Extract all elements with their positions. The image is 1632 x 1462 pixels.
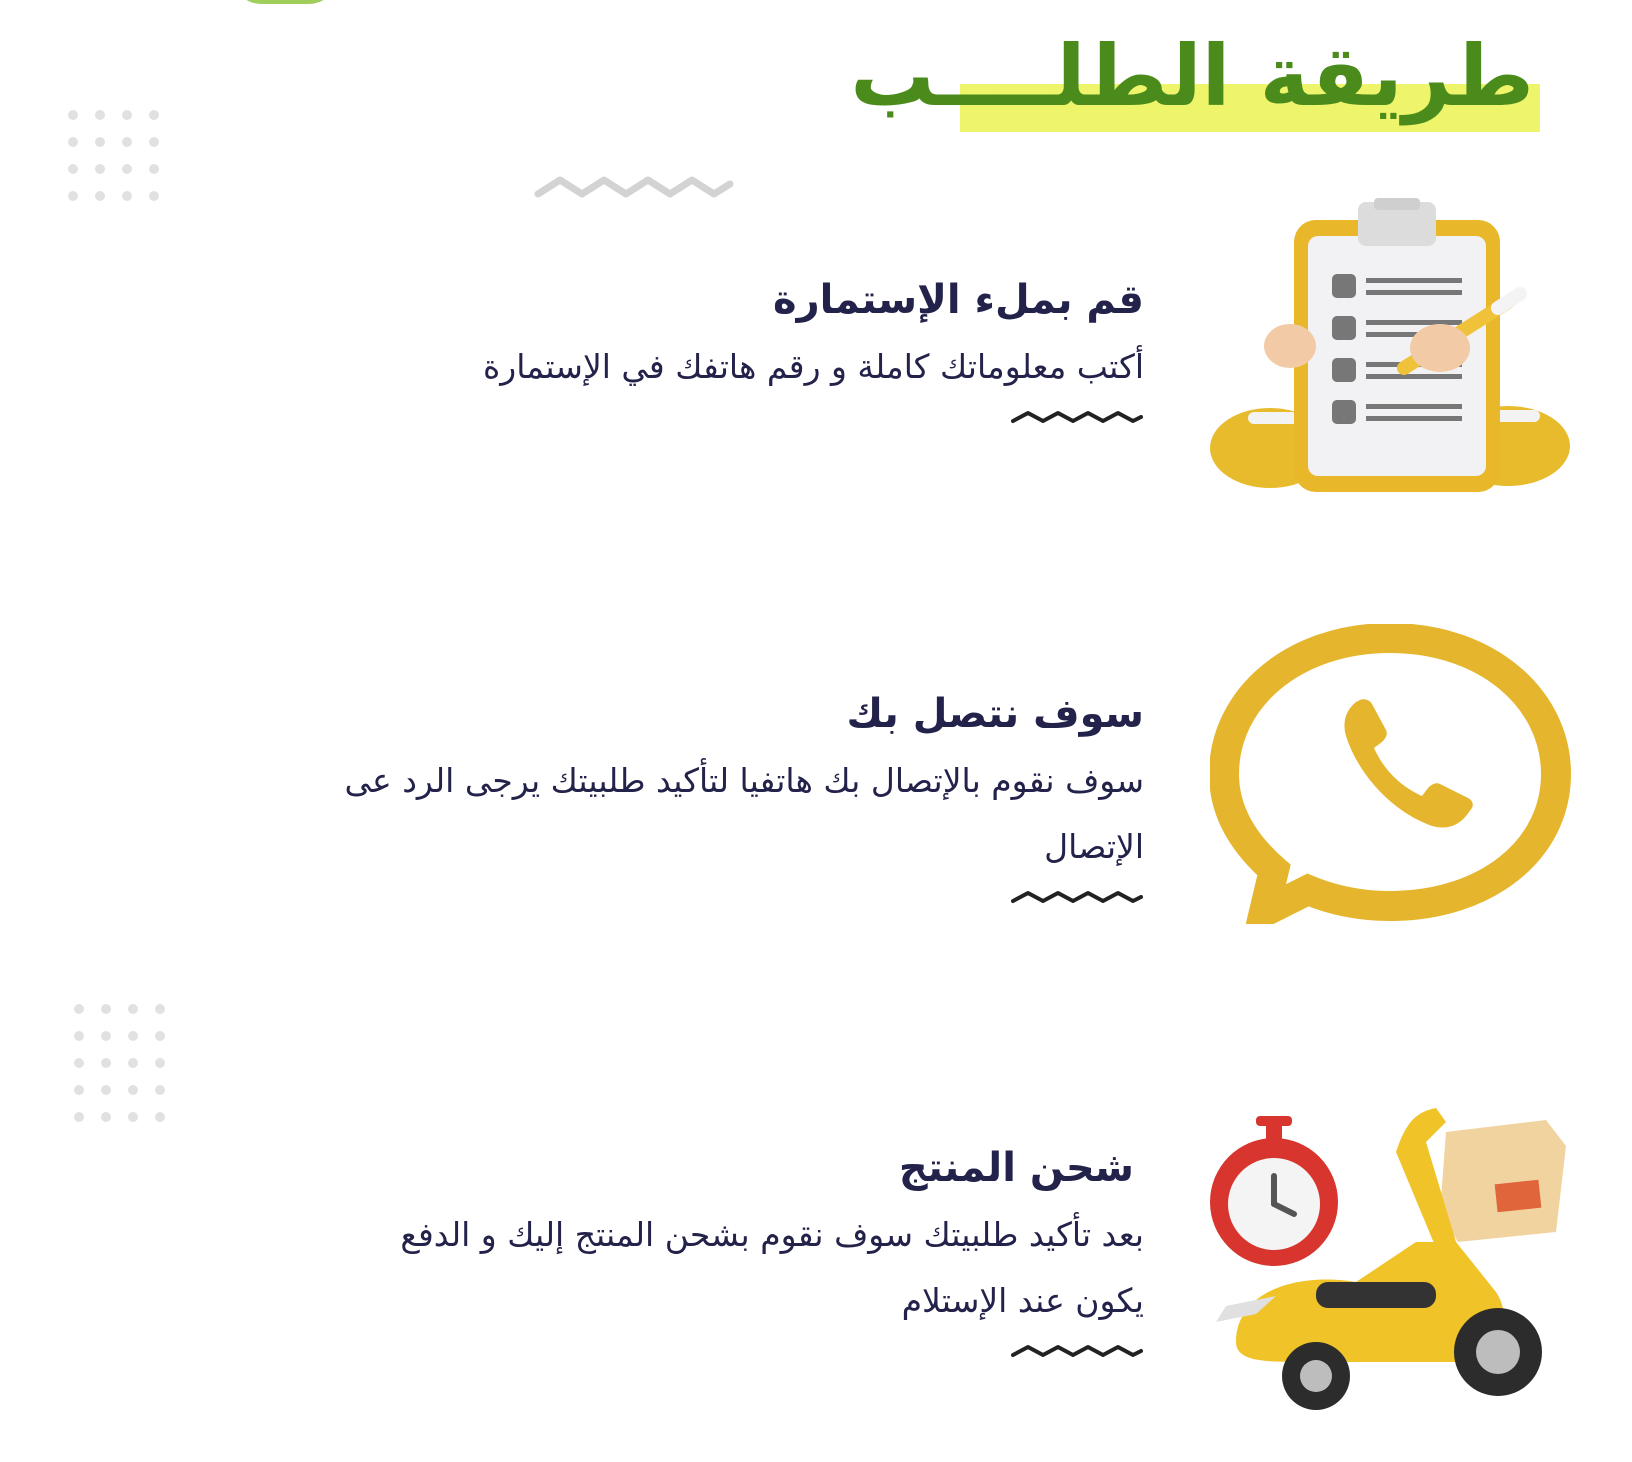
decorative-green-shape [230, 0, 340, 4]
step-ship-product [264, 1140, 1144, 1366]
step-description: بعد تأكيد طلبيتك سوف نقوم بشحن المنتج إليك و الدفع يكون عند الإستلام [400, 1215, 1144, 1320]
phone-chat-bubble-icon [1210, 624, 1572, 928]
page-header [850, 27, 1540, 132]
decorative-dot-grid-bottom [74, 1004, 165, 1122]
decorative-wave-gray [534, 170, 734, 206]
wave-divider [1010, 408, 1144, 432]
step-title: سوف نتصل بك [846, 691, 1144, 737]
wave-divider [1010, 888, 1144, 912]
step-fill-form [264, 272, 1144, 432]
decorative-dot-grid-top [68, 110, 159, 201]
step-we-call-you [264, 686, 1144, 912]
step-title: قم بملء الإستمارة [772, 277, 1144, 323]
step-description: أكتب معلوماتك كاملة و رقم هاتفك في الإستمارة [482, 347, 1144, 386]
clipboard-form-icon [1208, 198, 1574, 502]
step-description: سوف نقوم بالإتصال بك هاتفيا لتأكيد طلبيتك يرجى الرد عى الإتصال [344, 761, 1144, 866]
page-title: طريقة الطلــــب [850, 27, 1534, 125]
step-title: شحن المنتج [898, 1145, 1134, 1191]
delivery-scooter-icon [1196, 1092, 1596, 1416]
wave-divider [1010, 1342, 1144, 1366]
